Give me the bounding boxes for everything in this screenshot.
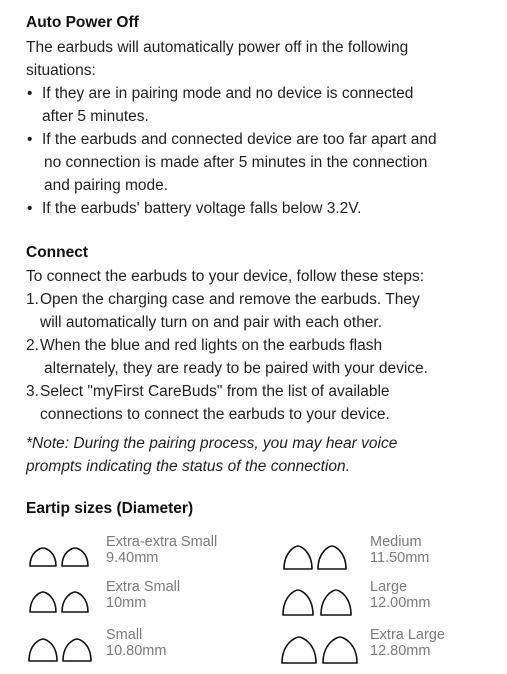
step-number: 2. (26, 337, 39, 354)
eartip-size-value: 9.40mm (106, 550, 159, 566)
eartip-size-item (26, 534, 256, 578)
eartip-size-label (370, 534, 429, 566)
step-item (26, 288, 501, 334)
eartip-pair-icon (26, 542, 96, 572)
eartip-size-label (370, 579, 430, 611)
list-item-line: If the earbuds' battery voltage falls below 3.2V. (42, 200, 362, 217)
list-item-line: after 5 minutes. (42, 108, 149, 125)
eartip-size-item (281, 627, 507, 671)
eartip-sizes-heading: Eartip sizes (Diameter) (26, 500, 194, 517)
eartip-size-value: 10.80mm (106, 643, 167, 659)
step-line: connections to connect the earbuds to your device. (40, 406, 390, 423)
bullet-icon: • (27, 85, 33, 102)
auto-power-off-heading: Auto Power Off (26, 14, 139, 31)
auto-power-off-list (26, 82, 496, 220)
list-item-line: and pairing mode. (44, 177, 169, 194)
list-item-line: no connection is made after 5 minutes in the connection (44, 154, 428, 171)
eartip-size-label (106, 534, 217, 566)
list-item (26, 82, 496, 128)
eartip-size-label (370, 627, 445, 659)
eartip-pair-icon (281, 542, 351, 572)
eartip-size-item (281, 534, 507, 578)
step-line: Open the charging case and remove the earbuds. They (40, 291, 420, 308)
step-line: alternately, they are ready to be paired with your device. (44, 360, 428, 377)
note-line: *Note: During the pairing process, you may hear voice (26, 435, 398, 452)
eartip-pair-icon (26, 635, 96, 665)
auto-power-off-section (26, 12, 496, 220)
list-item-line: If they are in pairing mode and no device is connected (42, 85, 414, 102)
eartip-size-value: 12.00mm (370, 595, 431, 611)
intro-line: The earbuds will automatically power off in the following (26, 39, 409, 56)
eartip-size-name: Small (106, 627, 143, 643)
list-item-line: If the earbuds and connected device are too far apart and (42, 131, 437, 148)
list-item (26, 128, 496, 197)
eartip-sizes-grid (26, 534, 501, 674)
eartip-size-name: Medium (370, 534, 422, 550)
note-line: prompts indicating the status of the connection. (26, 458, 350, 475)
connect-steps (26, 288, 501, 426)
eartip-size-label (106, 627, 166, 659)
eartip-size-item (26, 579, 256, 623)
eartip-size-name: Large (370, 579, 408, 595)
eartip-sizes-section (26, 498, 501, 674)
bullet-icon: • (27, 131, 33, 148)
intro-line: situations: (26, 62, 96, 79)
eartip-size-name: Extra Large (370, 627, 445, 643)
bullet-icon: • (27, 200, 33, 217)
eartip-size-name: Extra-extra Small (106, 534, 218, 550)
step-number: 3. (26, 383, 39, 400)
connect-heading: Connect (26, 244, 88, 261)
step-number: 1. (26, 291, 39, 308)
connect-section (26, 242, 501, 478)
list-item (26, 197, 496, 220)
step-item (26, 334, 501, 380)
step-item (26, 380, 501, 426)
pairing-note (26, 432, 501, 478)
eartip-pair-icon (26, 587, 96, 617)
eartip-size-item (281, 579, 507, 623)
eartip-pair-icon (281, 587, 351, 617)
eartip-pair-icon (281, 635, 351, 665)
connect-intro: To connect the earbuds to your device, follow these steps: (26, 268, 425, 285)
eartip-size-value: 11.50mm (370, 550, 430, 566)
auto-power-off-intro (26, 36, 496, 82)
eartip-size-value: 12.80mm (370, 643, 431, 659)
step-line: Select "myFirst CareBuds" from the list of available (40, 383, 390, 400)
eartip-size-name: Extra Small (106, 579, 181, 595)
eartip-size-item (26, 627, 256, 671)
eartip-size-label (106, 579, 180, 611)
step-line: When the blue and red lights on the earbuds flash (40, 337, 383, 354)
step-line: will automatically turn on and pair with each other. (40, 314, 383, 331)
eartip-size-value: 10mm (106, 595, 147, 611)
